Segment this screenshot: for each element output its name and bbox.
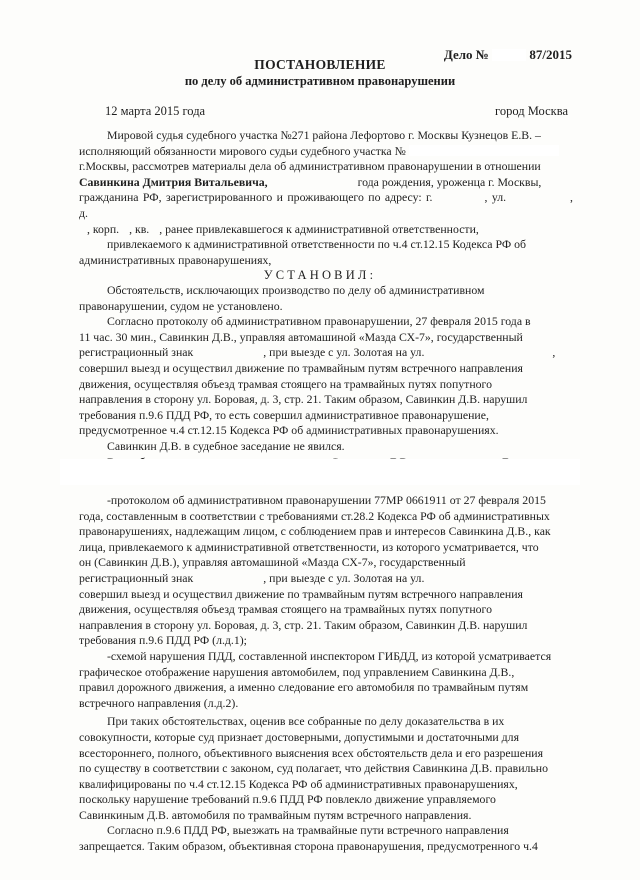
document-date: 12 марта 2015 года — [105, 104, 206, 118]
document-title: ПОСТАНОВЛЕНИЕ — [254, 57, 386, 72]
redaction-bar — [60, 459, 580, 485]
redaction — [409, 145, 559, 156]
section-heading-ustanovil: УСТАНОВИЛ: — [263, 268, 377, 282]
body-paragraphs: Обстоятельств, исключающих производство по делу об административном правонарушении, судом не установлено. Согласно протоколу об административном правонарушении, 27 февраля 2015 года в 11 час. 30 мин., Савинкин Д.В., управляя автомашиной «Мазда СХ-7», государственный регистрационный знак , при выезде с ул. Золотая на ул. , совершил выезд и осуществил движение по трамвайным путям встречного направления движения, осуществляя объезд трамвая стоящего на трамвайных путях попутного направления в сторону ул. Боровая, д. 3, стр. 21. Таким образом, Савинкин Д.В. нарушил требования п.9.6 ПДД РФ, то есть совершил административное правонарушение, предусмотренное ч.4 ст.12.15 Кодекса РФ об административных правонарушениях. Савинкин Д.В. в судебное заседание не явился. — [79, 283, 556, 453]
evidence-paragraphs: -протоколом об административном правонарушении 77МР 0661911 от 27 февраля 2015 года, составленным в соответствии с требованиями ст.28.2 Кодекса РФ об административных правонарушениях, надлежащим лицом, с соблюдением прав и интересов Савинкина Д.В., как лица, привлекаемого к административной ответственности, из которого усматривается, что он (Савинкин Д.В.), управляя автомашиной «Мазда СХ-7», государственный регистрационный знак , при выезде с ул. Золотая на ул. совершил выезд и осуществил движение по трамвайным путям встречного направления движения, осуществляя объезд трамвая стоящего на трамвайных путях попутного направления в сторону ул. Боровая, д. 3, стр. 21. Таким образом, Савинкин Д.В. нарушил требования п.9.6 ПДД РФ (л.д.1); -схемой нарушения ПДД, составленной инспектором ГИБДД, из которой усматривается графическое отображение нарушения автомобилем, под управлением Савинкина Д.В., правил дорожного движения, а именно следование его автомобиля по трамвайным путям встречного направления (л.д.2). При таких обстоятельствах, оценив все собранные по делу доказательства в их совокупности, которые суд признает достоверными, допустимыми и достаточными для всестороннего, полного, объективного выяснения всех обстоятельств дела и его разрешения по существу в соответствии с законом, суд полагает, что действия Савинкина Д.В. правильно квалифицированы по ч.4 ст.12.15 Кодекса РФ об административных правонарушениях, поскольку нарушение требований п.9.6 ПДД РФ повлекло движение управляемого Савинкиным Д.В. автомобиля по трамвайным путям встречного направления. Согласно п.9.6 ПДД РФ, выезжать на трамвайные пути встречного направления запрещается. Таким образом, объективная сторона правонарушения, предусмотренного ч.4 — [79, 493, 552, 854]
document-city: город Москва — [495, 104, 568, 118]
document-subtitle: по делу об административном правонарушении — [184, 74, 456, 88]
intro-paragraph: Мировой судья судебного участка №271 района Лефортово г. Москвы Кузнецов Е.В. – исполняющий обязанности мирового судьи судебного участка № г.Москвы, рассмотрев материалы дела об административном правонарушении в отношении Савинкина Дмитрия Витальевича, года рождения, уроженца г. Москвы, гражданина РФ, зарегистрированного и проживающего по адресу: г. , ул. , д. , корп. , кв. , ранее привлекавшегося к административной ответственности, привлекаемого к административной ответственности по ч.4 ст.12.15 Кодекса РФ об административных правонарушениях, — [79, 128, 573, 267]
case-number: Дело № 87/2015 — [443, 47, 572, 62]
